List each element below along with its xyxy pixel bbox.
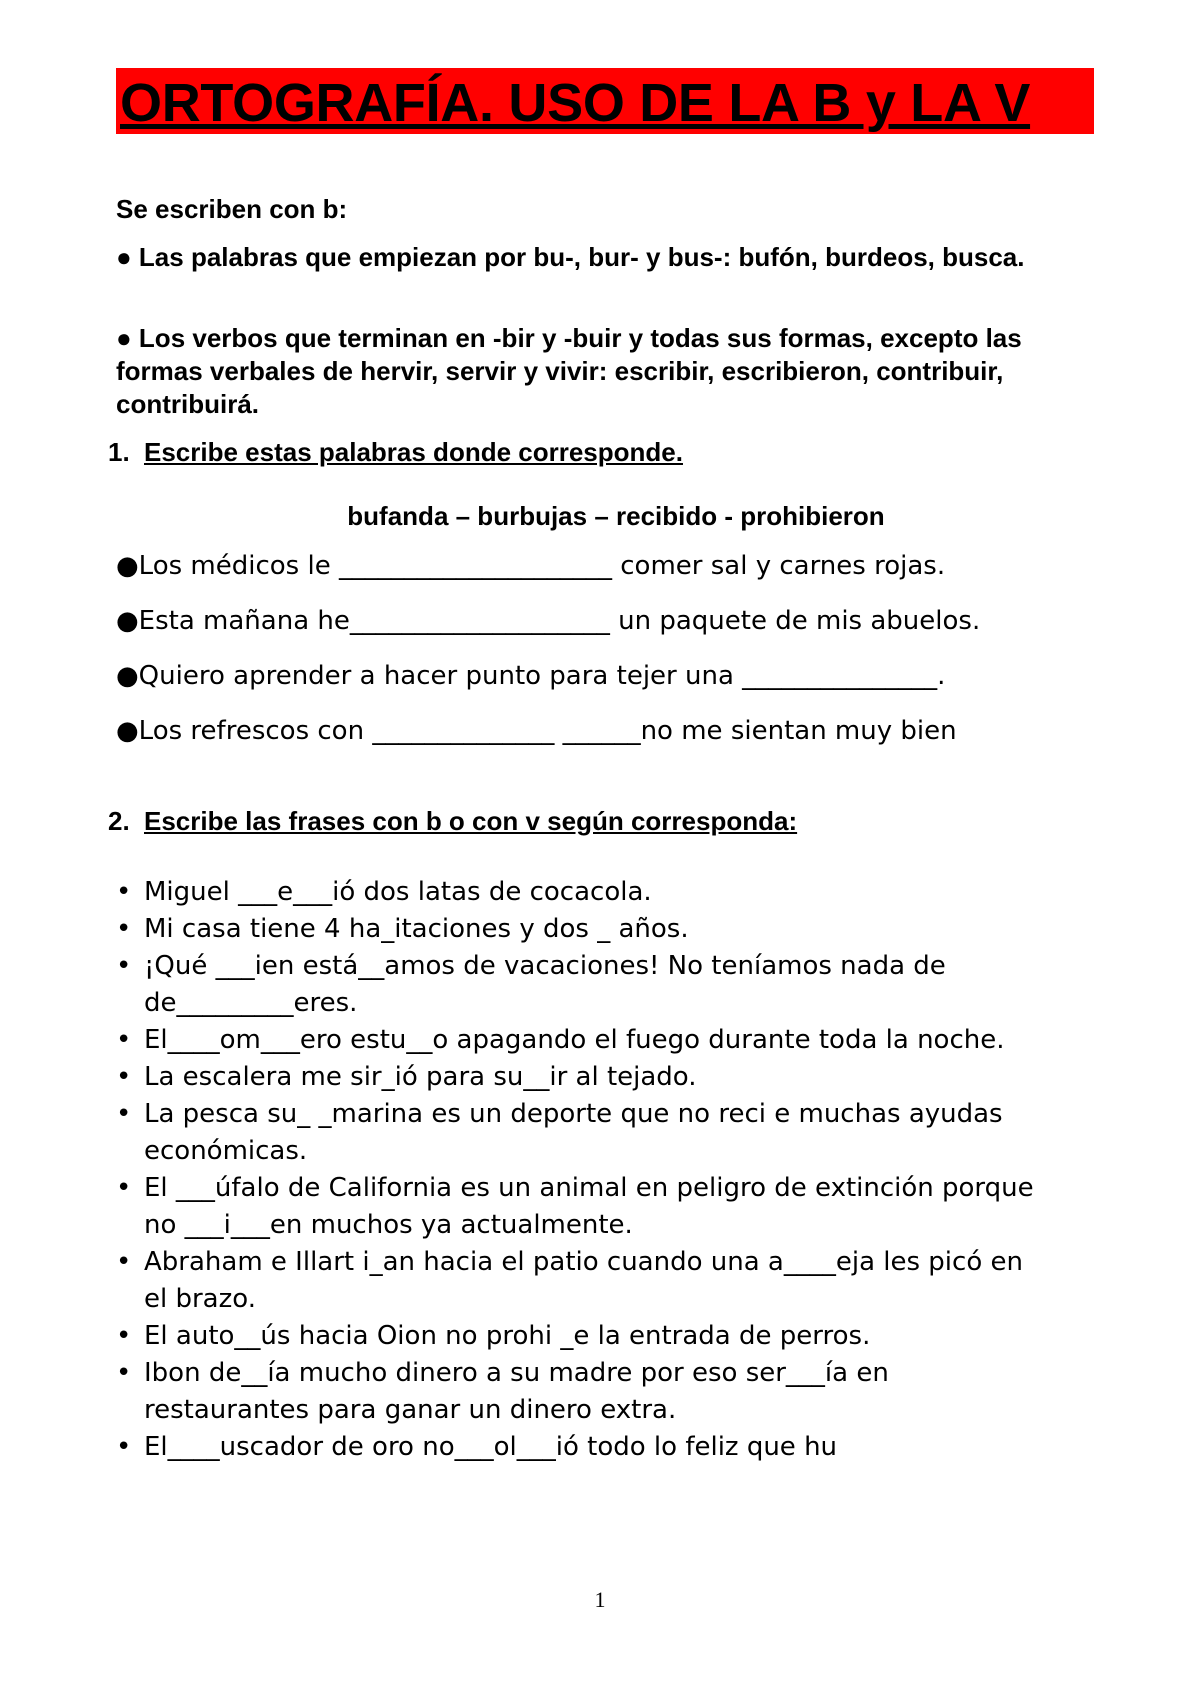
list-item: • El____uscador de oro no___ol___ió todo lo feliz que hu: [116, 1429, 1036, 1466]
list-item: • ¡Qué ___ien está__amos de vacaciones! No teníamos nada de de_________eres.: [116, 948, 1036, 1022]
bullet-icon: •: [116, 1321, 132, 1351]
fill-sentence: ●Los refrescos con ______________ ______no me sientan muy bien: [116, 716, 957, 746]
bullet-icon: •: [116, 1358, 132, 1388]
list-item: • El ___úfalo de California es un animal en peligro de extinción porque no ___i___en muchos ya actualmente.: [116, 1170, 1036, 1244]
list-item: • Miguel ___e___ió dos latas de cocacola.: [116, 874, 1036, 911]
bullet-icon: •: [116, 914, 132, 944]
exercise-2-number: 2.: [108, 806, 130, 836]
exercise-1-heading: [108, 436, 1008, 469]
list-item: • La escalera me sir_ió para su__ir al tejado.: [116, 1059, 1036, 1096]
bullet-icon: •: [116, 1025, 132, 1055]
fill-sentence: ●Los médicos le _____________________ comer sal y carnes rojas.: [116, 551, 946, 581]
word-bank: bufanda – burbujas – recibido - prohibieron: [347, 501, 885, 531]
list-item: • Mi casa tiene 4 ha_itaciones y dos _ años.: [116, 911, 1036, 948]
list-item: • La pesca su_ _marina es un deporte que no reci e muchas ayudas económicas.: [116, 1096, 1036, 1170]
page-number: 1: [594, 1587, 606, 1612]
page-title: ORTOGRAFÍA. USO DE LA B y LA V: [120, 73, 1031, 133]
bullet-icon: •: [116, 1173, 132, 1203]
bullet-icon: •: [116, 1062, 132, 1092]
rules-heading: Se escriben con b:: [116, 194, 348, 224]
bullet-icon: •: [116, 1432, 132, 1462]
list-item: • El auto__ús hacia Oion no prohi _e la entrada de perros.: [116, 1318, 1036, 1355]
exercise-2-heading: [108, 805, 1008, 838]
exercise-1-number: 1.: [108, 437, 130, 467]
exercise-2-instruction: Escribe las frases con b o con v según corresponda:: [144, 806, 798, 836]
rule-item: ● Las palabras que empiezan por bu-, bur- y bus-: bufón, burdeos, busca.: [116, 242, 1025, 272]
rule-item: ● Los verbos que terminan en -bir y -buir y todas sus formas, excepto las formas verbales de hervir, servir y vivir: escribir, escribieron, contribuir, contribuirá.: [116, 323, 1022, 419]
fill-sentence: ●Quiero aprender a hacer punto para tejer una _______________.: [116, 661, 946, 691]
list-item: • El____om___ero estu__o apagando el fuego durante toda la noche.: [116, 1022, 1036, 1059]
bullet-icon: •: [116, 877, 132, 907]
list-item: • Ibon de__ía mucho dinero a su madre por eso ser___ía en restaurantes para ganar un dinero extra.: [116, 1355, 1036, 1429]
list-item: • Abraham e Illart i_an hacia el patio cuando una a____eja les picó en el brazo.: [116, 1244, 1036, 1318]
bullet-icon: •: [116, 1099, 132, 1129]
sentence-list: [116, 874, 1036, 1466]
bullet-icon: •: [116, 1247, 132, 1277]
fill-sentence: ●Esta mañana he____________________ un paquete de mis abuelos.: [116, 606, 981, 636]
bullet-icon: •: [116, 951, 132, 981]
exercise-1-instruction: Escribe estas palabras donde corresponde.: [144, 437, 683, 467]
